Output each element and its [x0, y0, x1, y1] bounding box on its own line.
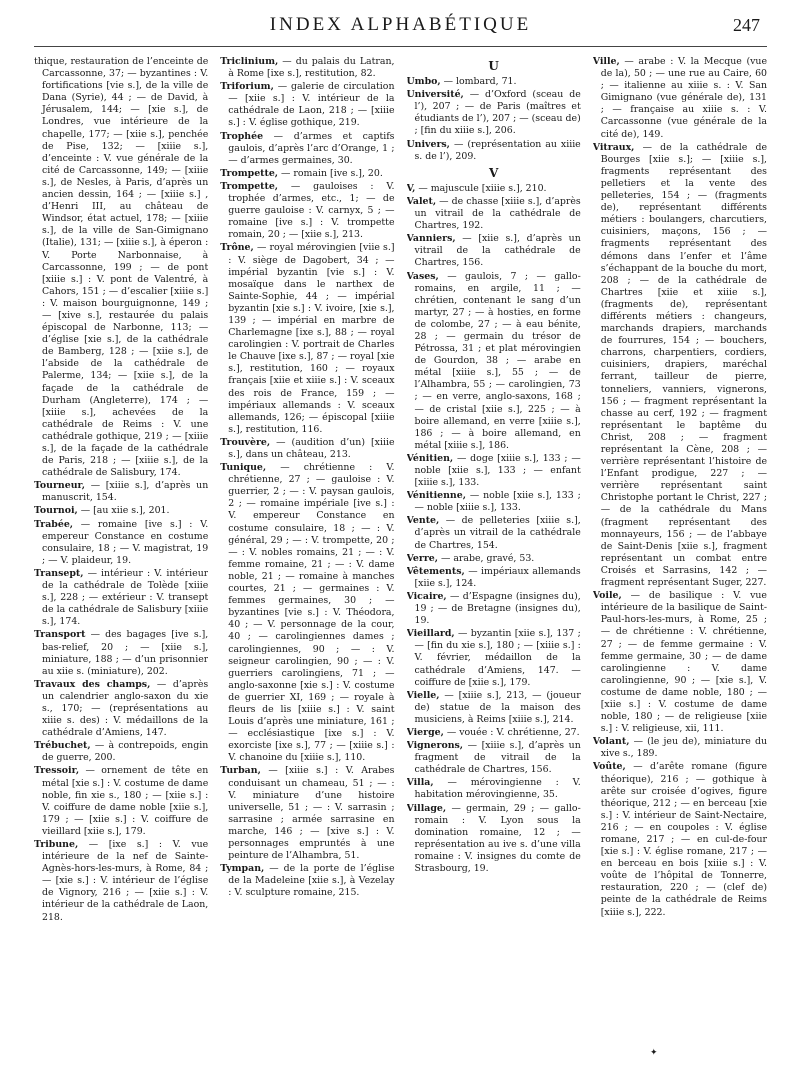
index-entry [220, 242, 394, 436]
index-entry [220, 462, 394, 764]
section-letter: V [488, 165, 499, 180]
ornament-mark: ✦ [650, 1048, 658, 1058]
index-entry [34, 568, 208, 628]
entry-details: — de pelleteries [xiiie s.], d’après un vitrail de la cathédrale de Chartres, 154. [414, 515, 581, 551]
entry-details: — vouée : V. chrétienne, 27. [443, 726, 580, 738]
entry-details: — royal mérovingien [viie s.] : V. siège de Dagobert, 34 ; — impérial byzantin [vie s.] : V. mosaïque dans le narthex de Sainte-Sophie, 44 ; — impérial byzantin [xie s.] : V. ivoire, [xie s.], 139 ; — impérial en marbre de Charlemagne [ixe s.], 88 ; — royal carolingien : V. portrait de Charles le Chauve [ixe s.], 87 ; — royal [xie s.], restitution, 160 ; — royaux français [xiie et xiiie s.] : V. sceaux des rois de France, 159 ; — impériaux allemands : V. sceaux allemands, 126; — épiscopal [xiiie s.], restitution, 116. [228, 242, 395, 435]
index-column-3 [407, 56, 581, 1056]
entry-details: — d’arête romane (figure théorique), 216 ; — gothique à arête sur croisée d’ogives, figure théorique, 212 ; — en berceau [xie s.] : V. intérieur de Saint-Nectaire, 216 ; — en coupoles : V. église romane, 217 ; — en cul-de-four [xie s.] : V. église romane, 217 ; — en berceau en bois [xiiie s.] : V. voûte de l’hôpital de Tonnerre, restauration, 220 ; — (clef de) peinte de la cathédrale de Reims [xiiie s.], 222. [600, 761, 767, 918]
index-entry [407, 777, 581, 801]
index-entry [34, 765, 208, 838]
entry-details: — arabe, gravé, 53. [437, 552, 535, 564]
index-entry [407, 690, 581, 726]
index-column-2 [220, 56, 394, 1056]
entry-term: Transport [34, 629, 86, 641]
entry-details: — à contrepoids, engin de guerre, 200. [42, 740, 209, 764]
entry-term: Vignerons, [406, 740, 464, 752]
index-entry [407, 740, 581, 776]
entry-details: — ornement de tête en métal [xie s.] : V. costume de dame noble, fin xie s., 180 ; — [xiie s.] : V. coiffure de dame noble [xiie s.], 179 ; — [xiie s.] : V. coiffure de vieillard [xiie s.], 179. [42, 765, 209, 837]
entry-details: — (représentation au xiiie s. de l’), 209. [414, 138, 581, 162]
entry-term: Trouvère, [220, 436, 271, 448]
entry-term: Vierge, [406, 726, 444, 738]
entry-details: — gauloises : V. trophée d’armes, etc., 1; — de guerre gauloise : V. carnyx, 5 ; — romaine [ive s.] : V. trompette romain, 20 ; — [xiie s.], 213. [228, 180, 395, 241]
entry-details: — [au xiie s.], 201. [77, 505, 170, 517]
entry-details: — d’après un calendrier anglo-saxon du xie s., 170; — (représentations au xiiie s. des) : V. médaillons de la cathédrale d’Amiens, 147. [42, 678, 209, 739]
index-entry [220, 437, 394, 461]
entry-term: Voile, [592, 590, 622, 602]
entry-term: Vanniers, [406, 233, 456, 245]
index-entry [34, 480, 208, 504]
index-entry [407, 591, 581, 627]
entry-details: — chrétienne : V. chrétienne, 27 ; — gauloise : V. guerrier, 2 ; — : V. paysan gaulois, 2 ; — romaine impériale [ive s.] : V. empereur Constance en costume consulaire, 18 ; — : V. général, 29 ; — : V. trompette, 20 ; — : V. nobles romains, 21 ; — : V. femme romaine, 21 ; — : V. dame noble, 21 ; — romaine à manches courtes, 21 ; — germaines : V. femmes germaines, 30 ; — byzantines [vie s.] : V. Théodora, 40 ; — V. personnage de la cour, 40 ; — carolingiennes dames ; carolingiennes, 90 ; — : V. seigneur carolingien, 90 ; — : V. guerriers carolingiens, 71 ; — anglo-saxonne [xie s.] : V. costume de guerrier XI, 169 ; — royale à fleurs de lis [xiiie s.] : V. saint Louis d’après une miniature, 161 ; — ecclésiastique [ixe s.] : V. exorciste [ixe s.], 77 ; — [xiiie s.] : V. chanoine du [xiiie s.], 110. [228, 462, 395, 764]
entry-term: Trône, [220, 242, 254, 254]
entry-term: Voûte, [592, 761, 626, 773]
index-entry [220, 56, 394, 80]
entry-term: Villa, [406, 777, 434, 789]
index-entry [407, 89, 581, 137]
entry-details: — mérovingienne : V. habitation mérovingienne, 35. [414, 777, 581, 801]
entry-term: Travaux des champs, [34, 678, 151, 690]
entry-details: — romaine [ive s.] : V. empereur Constance en costume consulaire, 18 ; — V. magistrat, 19 ; — V. plaideur, 19. [42, 518, 209, 566]
entry-details: — des bagages [ive s.], bas-relief, 20 ; — [xiie s.], miniature, 188 ; — d’un prisonnier au xiie s. (miniature), 202. [42, 629, 209, 677]
entry-term: Valet, [406, 195, 437, 207]
entry-details: — [xiiie s.], d’après un manuscrit, 154. [42, 480, 209, 504]
index-entry [34, 629, 208, 677]
entry-term: Tournoi, [34, 505, 78, 517]
index-entry [407, 628, 581, 688]
entry-details: — germain, 29 ; — gallo-romain : V. Lyon sous la domination romaine, 12 ; — représentation au ive s. d’une villa romaine : V. insignes du comte de Strasbourg, 19. [414, 802, 581, 874]
entry-term: Tympan, [220, 863, 265, 875]
entry-term: Trabée, [34, 518, 74, 530]
header-rule [34, 46, 767, 47]
index-entry [34, 519, 208, 567]
entry-details: — romain [ive s.], 20. [278, 167, 383, 179]
entry-details: — d’Oxford (sceau de l’), 207 ; — de Paris (maîtres et étudiants de l’), 207 ; — (sceau de) ; [fin du xiiie s.], 206. [414, 89, 581, 137]
entry-term: Triclinium, [220, 56, 279, 67]
index-entry [220, 81, 394, 129]
entry-term: V, [406, 182, 416, 194]
entry-details: — de chasse [xiiie s.], d’après un vitrail de la cathédrale de Chartres, 192. [414, 195, 581, 232]
entry-term: Vicaire, [406, 590, 447, 602]
index-entry [220, 131, 394, 167]
index-column-4 [593, 56, 767, 1056]
entry-term: Verre, [406, 552, 438, 564]
entry-term: Tourneur, [34, 480, 86, 492]
entry-term: Trompette, [220, 180, 279, 192]
entry-details: — byzantin [xiie s.], 137 ; — [fin du xie s.], 180 ; — [xiiie s.] : V. février, médaillon de la cathédrale d’Amiens, 147. — coiffure de [xiie s.], 179. [414, 628, 581, 688]
index-entry [34, 505, 208, 517]
entry-term: Trébuchet, [34, 740, 91, 752]
entry-term: Triforium, [220, 81, 274, 93]
entry-term: Volant, [592, 736, 630, 748]
entry-details: — (le jeu de), miniature du xive s., 189. [600, 736, 767, 760]
entry-details: — [xiiie s.], 213, — (joueur de) statue de la maison des musiciens, à Reims [xiiie s.], 214. [414, 689, 581, 725]
entry-term: Vielle, [406, 689, 440, 701]
index-entry [407, 803, 581, 876]
index-entry [407, 183, 581, 195]
entry-details: — noble [xiie s.], 133 ; — noble [xiiie s.], 133. [414, 490, 581, 514]
entry-details: — d’Espagne (insignes du), 19 ; — de Bretagne (insignes du), 19. [414, 590, 581, 627]
entry-details: — de la cathédrale de Bourges [xiie s.]; — [xiiie s.], fragments représentant des pelletiers et la vente des pelleteries, 154 ; — (fragments de), représentant différents métiers : boulangers, charcutiers, cuisiniers, maçons, 156 ; — fragments représentant des démons dans l’enfer et l’âme s’échappant de la bouche du mort, 208 ; — de la cathédrale de Chartres [xiie et xiiie s.], (fragments de), représentant différents métiers : changeurs, marchands drapiers, marchands de fourrures, 154 ; — bouchers, charrons, charpentiers, cordiers, cuisiniers, drapiers, maréchal ferrant, tailleur de pierre, tonneliers, vanniers, vignerons, 156 ; — fragment représentant la chasse au cerf, 192 ; — fragment représentant le baptême du Christ, 208 ; — fragment représentant la Cène, 208 ; — verrière représentant l’histoire de l’Enfant prodigue, 227 ; — verrière représentant saint Christophe portant le Christ, 227 ; — de la cathédrale du Mans (fragment représentant des monnayeurs, 156 ; — de l’abbaye de Saint-Denis [xiie s.], fragment représentant un combat entre Croisés et Sarrasins, 142 ; — fragment représentant Suger, 227. [600, 141, 767, 589]
index-entry [407, 727, 581, 739]
entry-details: — intérieur : V. intérieur de la cathédrale de Tolède [xiiie s.], 228 ; — extérieur : V. transept de la cathédrale de Salisbury [xiiie s.], 174. [42, 567, 209, 628]
entry-term: Vases, [406, 270, 439, 282]
entry-term: Vieillard, [406, 628, 455, 640]
index-entry [220, 181, 394, 241]
entry-term: Vente, [406, 515, 440, 527]
index-column-1 [34, 56, 208, 1056]
index-entry [34, 56, 208, 479]
entry-details: — lombard, 71. [440, 76, 517, 88]
entry-term: Vénitienne, [406, 490, 466, 502]
entry-term: Turban, [220, 765, 261, 777]
index-entry [593, 736, 767, 760]
index-entry [593, 590, 767, 735]
index-entry [407, 76, 581, 88]
entry-term: Trompette, [220, 167, 279, 179]
entry-details: — de basilique : V. vue intérieure de la basilique de Saint-Paul-hors-les-murs, à Rome, 25 ; — de chrétienne : V. chrétienne, 27 ; — de femme germaine : V. femme germaine, 30 ; — de dame carolingienne : V. dame carolingienne, 90 ; — [xie s.], V. costume de dame noble, 180 ; — [xiie s.] : V. costume de dame noble, 180 ; — de religieuse [xiie s.] : V. religieuse, xii, 111. [600, 590, 767, 735]
entry-details: — [xiiie s.], d’après un fragment de vitrail de la cathédrale de Chartres, 156. [414, 740, 581, 776]
entry-term: Vitraux, [592, 141, 635, 153]
entry-term: Village, [406, 802, 447, 814]
entry-details: — de la porte de l’église de la Madeleine [xiie s.], à Vezelay : V. sculpture romaine, 215. [228, 863, 395, 899]
index-entry [220, 765, 394, 862]
entry-details: — du palais du Latran, à Rome [ixe s.], restitution, 82. [228, 56, 395, 80]
entry-term: Tunique, [220, 462, 267, 474]
entry-term: Tribune, [34, 839, 79, 850]
page-header [0, 0, 801, 50]
entry-details: — (audition d’un) [xiiie s.], dans un château, 213. [228, 436, 395, 460]
entry-term: Vénitien, [406, 452, 454, 464]
index-entry [407, 566, 581, 590]
index-columns [34, 56, 767, 1056]
entry-details: — majuscule [xiiie s.], 210. [415, 182, 547, 194]
entry-details: — [xiie s.], d’après un vitrail de la cathédrale de Chartres, 156. [414, 233, 581, 269]
index-entry [220, 168, 394, 180]
section-letter: U [488, 59, 499, 73]
entry-term: Ville, [592, 56, 620, 67]
index-entry [34, 740, 208, 764]
entry-term: Trophée [220, 130, 264, 142]
index-entry [34, 679, 208, 739]
index-entry [407, 453, 581, 489]
index-entry [407, 196, 581, 232]
entry-term: Vêtements, [406, 565, 465, 577]
entry-details: — galerie de circulation — [xiie s.] : V. intérieur de la cathédrale de Laon, 218 ; — [xiiie s.] : V. église gothique, 219. [228, 81, 395, 129]
entry-details: — gaulois, 7 ; — gallo-romains, en argile, 11 ; — chrétien, contenant le sang d’un martyr, 27 ; — à hosties, en forme de colombe, 27 ; — à eau bénite, 28 ; — germain du trésor de Pétrossa, 31 ; et plat mérovingien de Gourdon, 38 ; — arabe en métal [xiiie s.], 55 ; — de l’Alhambra, 55 ; — carolingien, 73 ; — en verre, anglo-saxons, 168 ; — de cristal [xiie s.], 225 ; — à boire allemand, en verre [xiiie s.], 186 ; — à boire allemand, en métal [xiiie s.], 186. [414, 270, 581, 451]
index-entry [407, 233, 581, 269]
entry-term: Tressoir, [34, 765, 80, 777]
index-entry [407, 553, 581, 565]
index-entry [407, 271, 581, 452]
index-entry [593, 761, 767, 918]
entry-details: — arabe : V. la Mecque (vue de la), 50 ; — une rue au Caire, 60 ; — italienne au xiiie s. : V. San Gimignano (vue générale de), 131 ; — française au xiiie s. : V. Carcassonne (vue générale de la cité de), 149. [600, 56, 767, 140]
entry-term: Université, [406, 89, 464, 101]
entry-details: — doge [xiiie s.], 133 ; — noble [xiie s.], 133 ; — enfant [xiiie s.], 133. [414, 452, 581, 489]
index-entry [593, 56, 767, 141]
running-title: INDEX ALPHABÉTIQUE [269, 14, 532, 35]
index-entry [34, 839, 208, 924]
entry-term: Univers, [406, 138, 450, 150]
entry-term: Transept, [34, 567, 84, 579]
entry-details: — d’armes et captifs gaulois, d’après l’arc d’Orange, 1 ; — d’armes germaines, 30. [228, 130, 395, 166]
page-number: 247 [733, 15, 760, 35]
index-entry [220, 863, 394, 899]
index-entry [407, 515, 581, 551]
entry-details: — impériaux allemands [xiie s.], 124. [414, 565, 581, 589]
index-entry [407, 490, 581, 514]
entry-details: — [xiiie s.] : V. Arabes conduisant un chameau, 51 ; — : V. miniature d’une histoire universelle, 51 ; — : V. sarrasin ; sarrasine ; armée sarrasine en marche, 146 ; — [xive s.] : V. personnages empruntés à une peinture de l’Alhambra, 51. [228, 765, 395, 862]
entry-details: — [ixe s.] : V. vue intérieure de la nef de Sainte-Agnès-hors-les-murs, à Rome, 84 ; — [xie s.] : V. intérieur de l’église de Vignory, 216 ; — [xiie s.] : V. intérieur de la cathédrale de Laon, 218. [42, 839, 209, 923]
entry-term: Umbo, [406, 76, 441, 88]
index-entry [407, 139, 581, 163]
index-entry [593, 142, 767, 589]
entry-details: thique, restauration de l’enceinte de Carcassonne, 37; — byzantines : V. fortifications [vie s.], de la ville de Dana (Syrie), 44 ; — de David, à Jérusalem, 144; — [xie s.], de Londres, vue intérieure de la chapelle, 177; — [xiie s.], penchée de Pise, 132; — [xiiie s.], d’enceinte : V. vue générale de la cité de Carcassonne, 149; — [xiiie s.], de Nesles, à Paris, d’après un ancien dessin, 164 ; — [xiiie s.] , d’Henri III, au château de Windsor, état actuel, 178; — [xiiie s.], de la ville de San-Gimignano (Italie), 131; — [xiiie s.], à éperon : V. Porte Narbonnaise, à Carcassonne, 199 ; — de pont [xiiie s.] : V. pont de Valentré, à Cahors, 151 ; — d’escalier [xiiie s.] : V. maison bourguignonne, 149 ; — [xive s.], restaurée du palais épiscopal de Narbonne, 113; — d’église [xie s.], de la cathédrale de Bamberg, 128 ; — [xiie s.], de l’abside de la cathédrale de Palerme, 134; — [xiie s.], de la façade de la cathédrale de Durham (Angleterre), 174 ; — [xiiie s.], achevées de la cathédrale de Reims : V. une cathédrale gothique, 219 ; — [xiiie s.], de la façade de la cathédrale de Paris, 218 ; — [xiiie s.], de la cathédrale de Salisbury, 174. [34, 56, 209, 479]
